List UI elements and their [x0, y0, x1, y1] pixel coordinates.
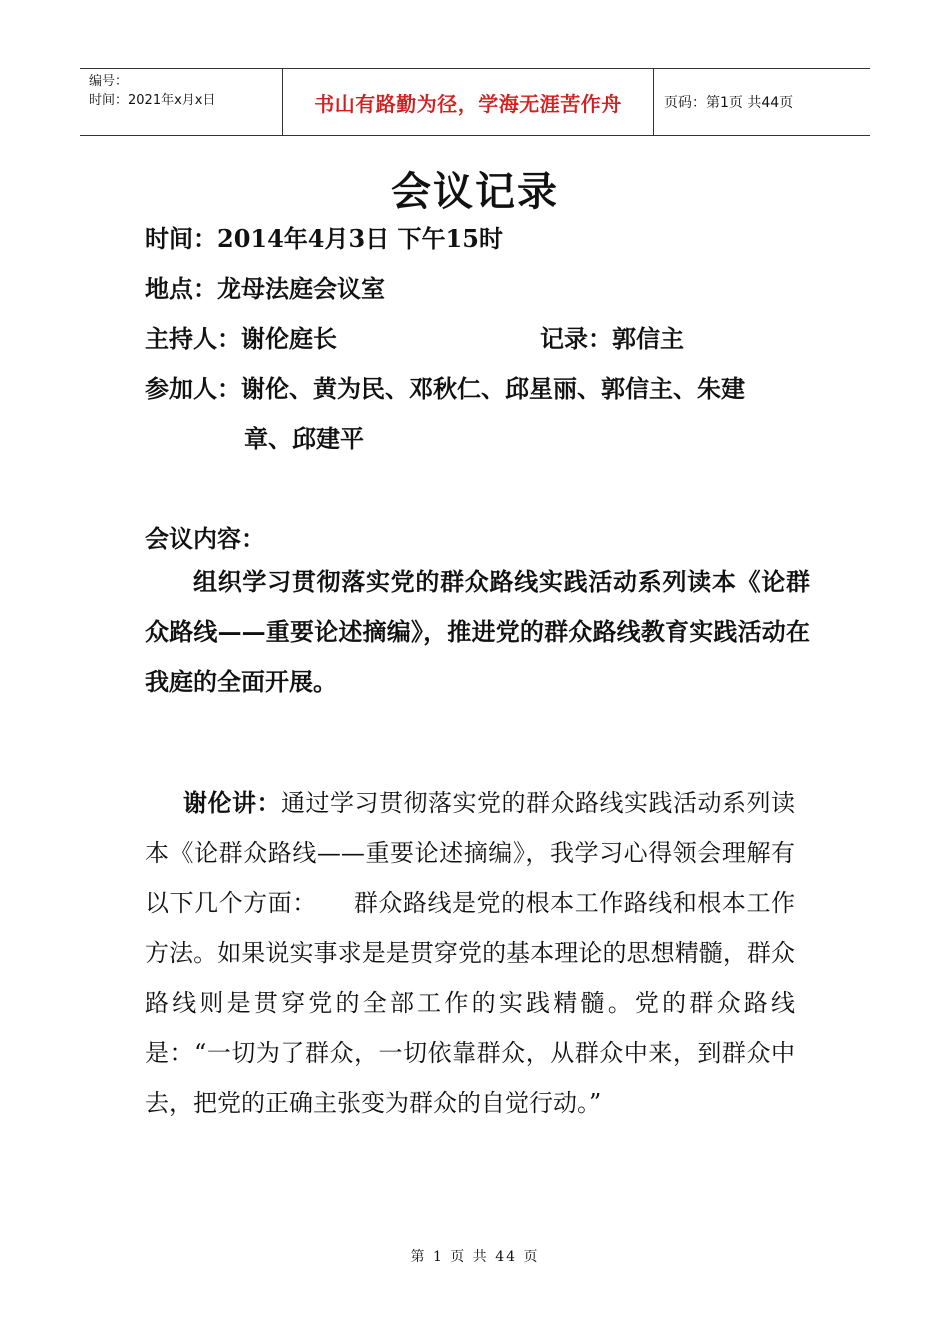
document-title: 会议记录 — [391, 168, 559, 215]
meeting-recorder: 记录：郭信主 — [540, 324, 684, 353]
speech-text: 通过学习贯彻落实党的群众路线实践活动系列读本《论群众路线——重要论述摘编》，我学习心得领会理解有以下几个方面： 群众路线是党的根本工作路线和根本工作方法。如果说实事求是是贯穿党的基本理论的思想精髓，群众路线则是贯穿党的全部工作的实践精髓。党的群众路线是：“一切为了群众，一切依靠群众，从群众中来，到群众中去，把党的正确主张变为群众的自觉行动。” — [145, 789, 795, 1117]
meeting-time: 时间：2014年4月3日 下午15时 — [145, 224, 503, 253]
content-label: 会议内容： — [145, 524, 265, 553]
page-info: 页码：第1页 共44页 — [664, 95, 794, 111]
participants-line-1: 参加人：谢伦、黄为民、邓秋仁、邱星丽、郭信主、朱建 — [145, 374, 745, 403]
meeting-host: 主持人：谢伦庭长 — [145, 324, 337, 353]
intro-paragraph: 组织学习贯彻落实党的群众路线实践活动系列读本《论群众路线——重要论述摘编》，推进党的群众路线教育实践活动在我庭的全面开展。 — [145, 567, 810, 696]
page-footer: 第 1 页 共 44 页 — [410, 1249, 540, 1265]
header-table — [80, 68, 870, 136]
time-label: 时间：2021年x月x日 — [89, 93, 216, 108]
meeting-location: 地点：龙母法庭会议室 — [145, 274, 385, 303]
participants-line-2: 章、邱建平 — [244, 424, 364, 453]
number-label: 编号： — [89, 74, 129, 89]
header-left-cell — [80, 69, 282, 135]
speech-paragraph — [145, 778, 795, 1128]
motto-text: 书山有路勤为径，学海无涯苦作舟 — [314, 91, 622, 116]
header-motto-cell — [282, 69, 654, 135]
speaker-name: 谢伦讲： — [183, 788, 281, 817]
header-page-cell — [654, 69, 870, 135]
